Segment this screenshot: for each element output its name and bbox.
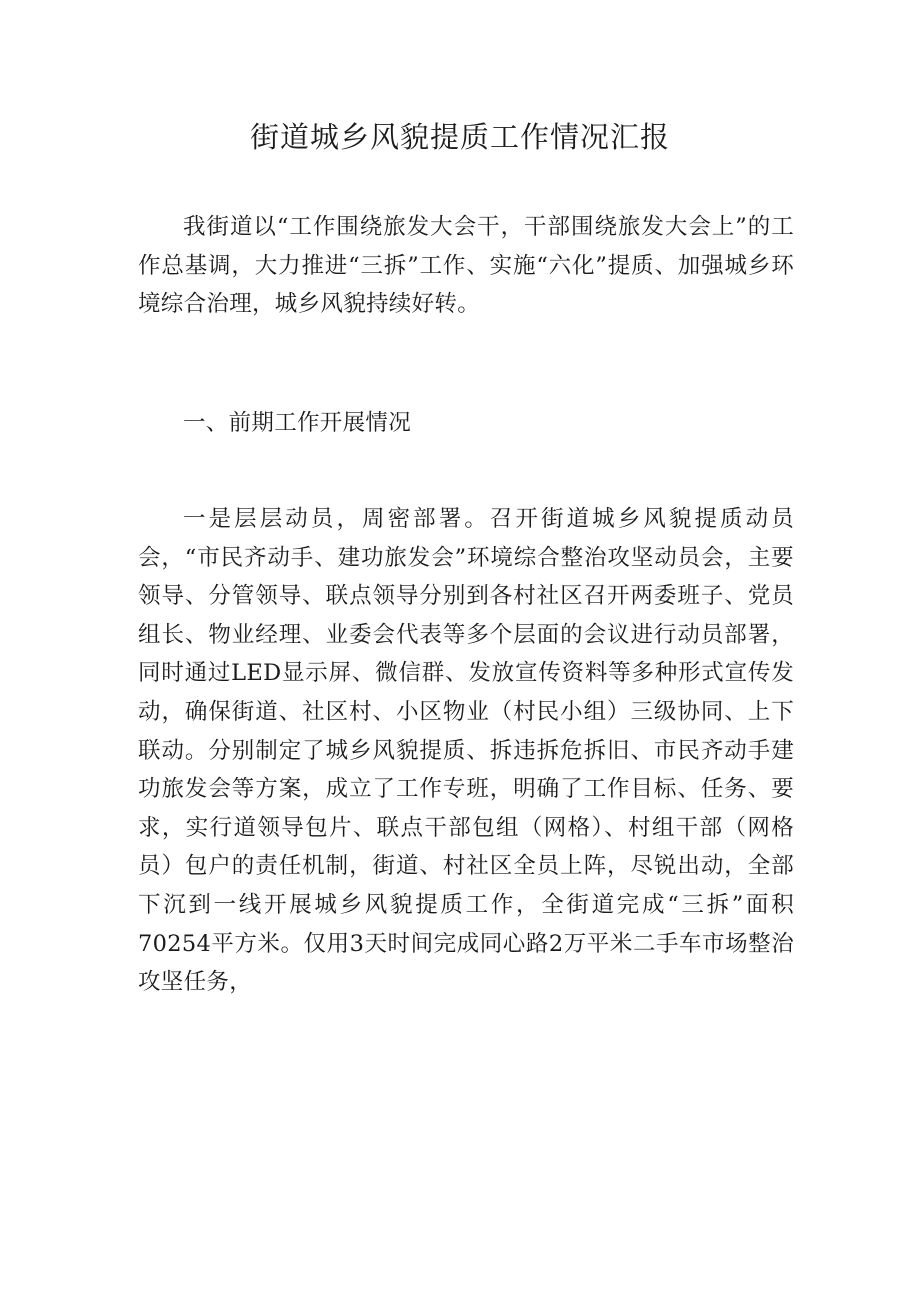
intro-paragraph: 我街道以“工作围绕旅发大会干，干部围绕旅发大会上”的工作总基调，大力推进“三拆”工作、实施“六化”提质、加强城乡环境综合治理，城乡风貌持续好转。 [138,214,794,318]
section-heading: 一、前期工作开展情况 [183,410,412,436]
document-title: 街道城乡风貌提质工作情况汇报 [249,120,670,154]
section-body-paragraph: 一是层层动员，周密部署。召开街道城乡风貌提质动员会，“市民齐动手、建功旅发会”环境综合整治攻坚动员会，主要领导、分管领导、联点领导分别到各村社区召开两委班子、党员组长、物业经理、业委会代表等多个层面的会议进行动员部署，同时通过LED显示屏、微信群、发放宣传资料等多种形式宣传发动，确保街道、社区村、小区物业（村民小组）三级协同、上下联动。分别制定了城乡风貌提质、拆违拆危拆旧、市民齐动手建功旅发会等方案，成立了工作专班，明确了工作目标、任务、要求，实行道领导包片、联点干部包组（网格）、村组干部（网格员）包户的责任机制，街道、村社区全员上阵，尽锐出动，全部下沉到一线开展城乡风貌提质工作，全街道完成“三拆”面积70254平方米。仅用3天时间完成同心路2万平米二手车市场整治攻坚任务， [138,506,794,996]
